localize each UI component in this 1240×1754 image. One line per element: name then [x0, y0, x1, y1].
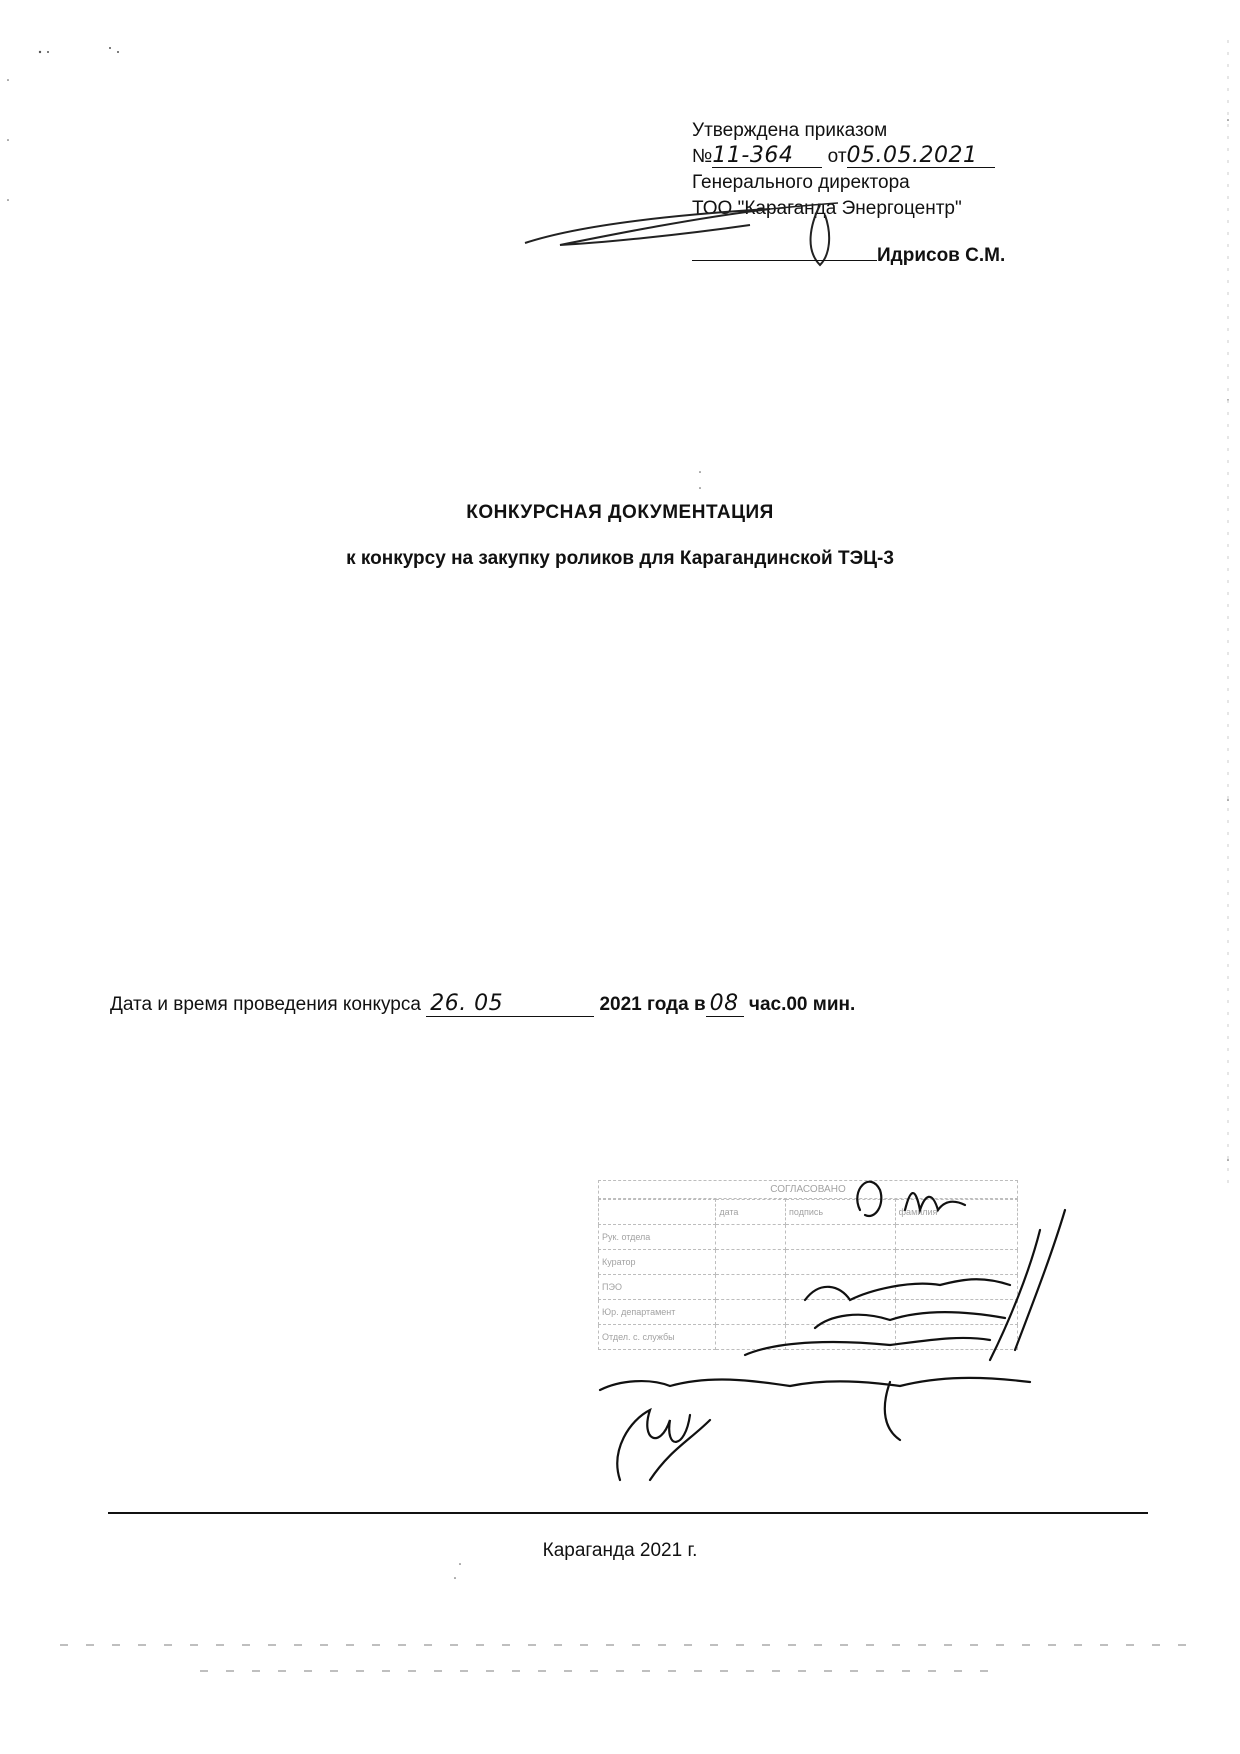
signature-blank — [692, 260, 877, 261]
signer-name: Идрисов С.М. — [877, 245, 1006, 266]
stamp-col-signature: подпись — [786, 1200, 896, 1225]
document-subtitle: к конкурсу на закупку роликов для Карагандинской ТЭЦ-3 — [346, 548, 894, 569]
handwritten-signatures — [560, 1150, 1120, 1490]
stamp-row-label: ПЭО — [599, 1275, 716, 1300]
contest-year-text: 2021 года в — [599, 994, 706, 1015]
contest-date-value: 26. 05 — [426, 991, 594, 1017]
order-number-value: 11-364 — [712, 145, 822, 168]
footer-rule — [108, 1512, 1148, 1514]
contest-hour-value: 08 — [706, 991, 744, 1017]
stamp-col-date: дата — [716, 1200, 786, 1225]
approval-line-4: ТОО "Караганда Энергоцентр" — [692, 198, 962, 219]
order-number-line — [692, 144, 1092, 170]
approval-line-1: Утверждена приказом — [692, 120, 888, 141]
footer-place-year: Караганда 2021 г. — [542, 1540, 698, 1561]
stamp-header: СОГЛАСОВАНО — [598, 1180, 1018, 1199]
signer-line — [692, 245, 1005, 267]
document-title: КОНКУРСНАЯ ДОКУМЕНТАЦИЯ — [466, 502, 774, 523]
stamp-row-label: Рук. отдела — [599, 1225, 716, 1250]
contest-time-suffix: час.00 мин. — [748, 994, 856, 1015]
stamp-col-surname: фамилия — [895, 1200, 1017, 1225]
approval-line-3: Генерального директора — [692, 172, 910, 193]
order-number-prefix: № — [692, 146, 713, 167]
stamp-row-label: Куратор — [599, 1250, 716, 1275]
director-signature — [520, 195, 860, 285]
order-date-value: 05.05.2021 — [847, 145, 995, 168]
order-date-prefix: от — [827, 146, 847, 167]
stamp-row-label: Отдел. с. службы — [599, 1325, 716, 1350]
contest-datetime-label: Дата и время проведения конкурса — [110, 994, 421, 1015]
contest-datetime-line — [110, 991, 855, 1017]
stamp-row-label: Юр. департамент — [599, 1300, 716, 1325]
